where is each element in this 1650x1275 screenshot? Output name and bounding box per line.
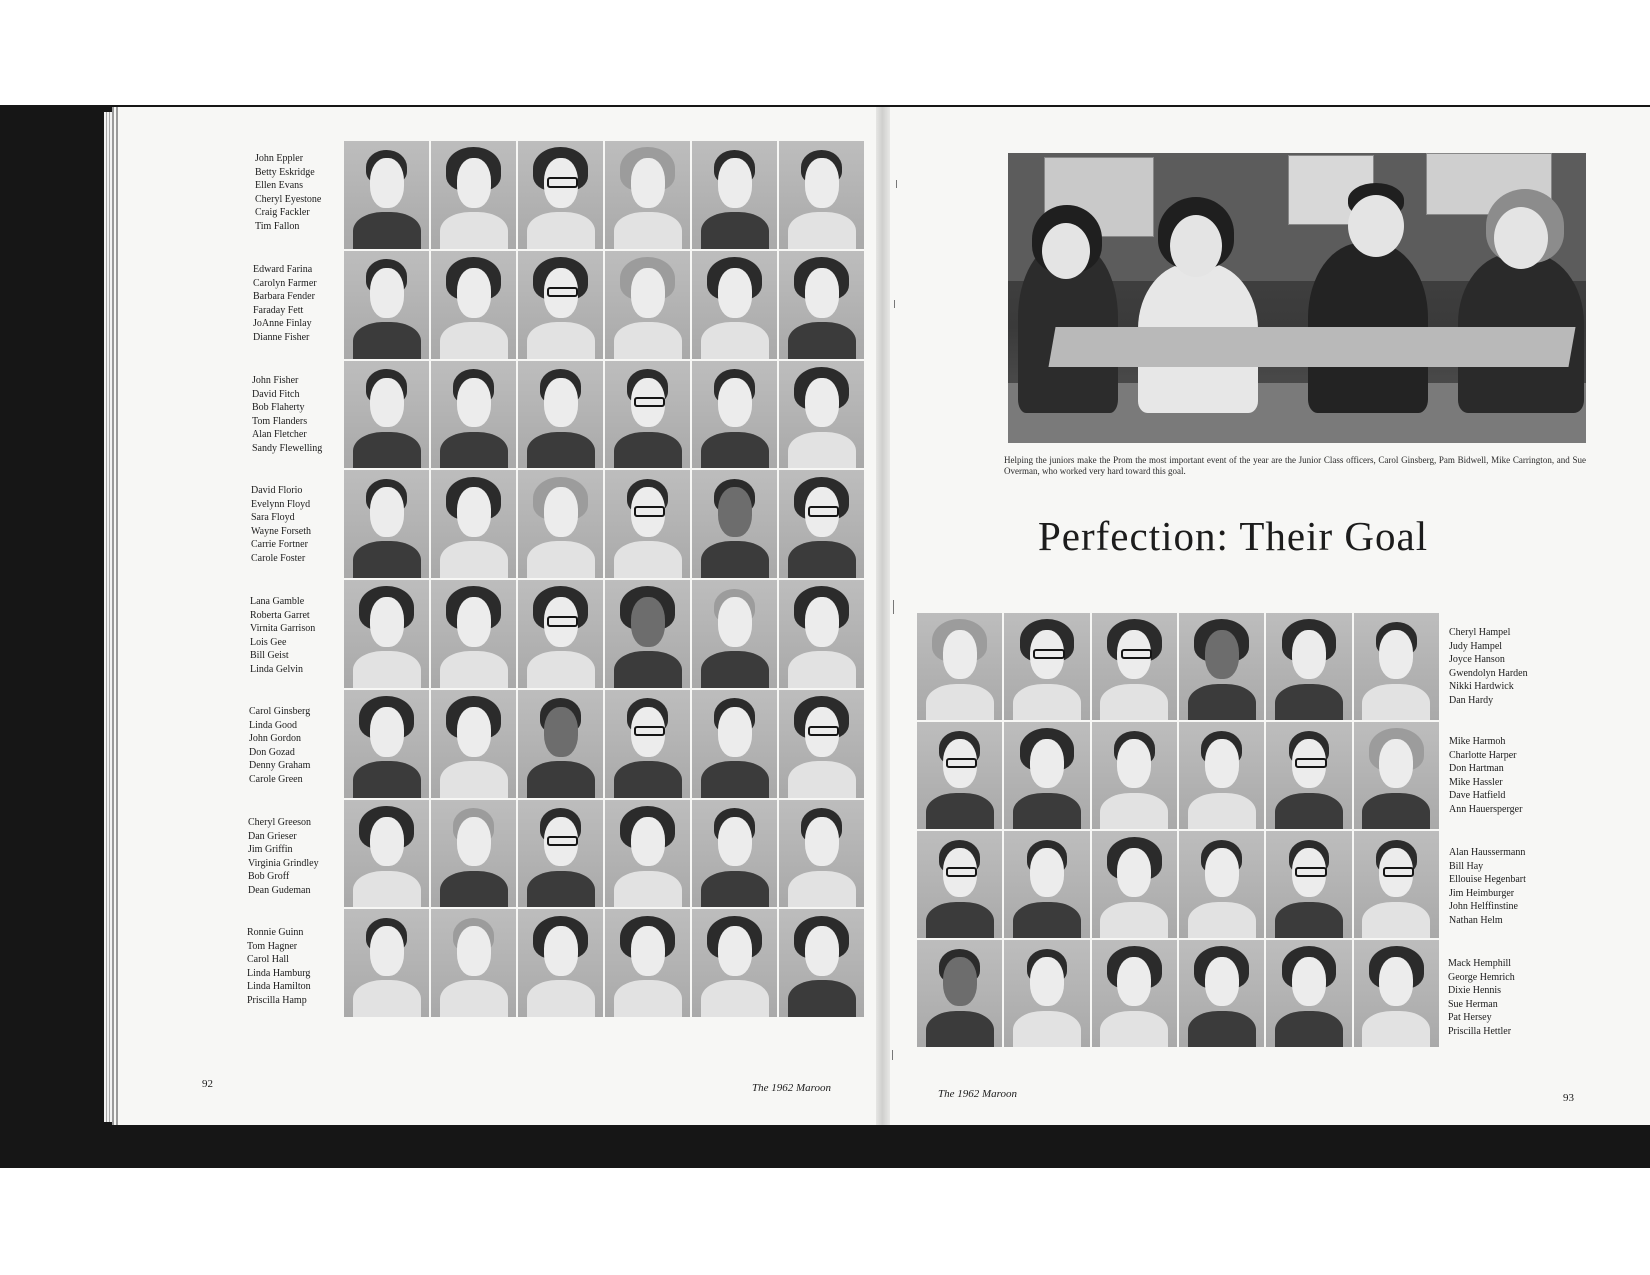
student-name: Bill Geist	[250, 650, 289, 661]
student-name: Nathan Helm	[1449, 914, 1503, 926]
student-portrait	[779, 470, 864, 578]
student-name: JoAnne Finlay	[253, 318, 312, 329]
student-name: Jim Heimburger	[1449, 887, 1515, 899]
student-name: Dan Grieser	[248, 830, 297, 842]
student-name: Tom Hagner	[247, 940, 298, 952]
class-officers-photo	[1008, 153, 1586, 443]
photo-caption: Helping the juniors make the Prom the most important event of the year are the Junior Class officers, Carol Ginsberg, Pam Bidwell, Mike Carrington, and Sue Overman, who worked very hard toward this goal.	[1004, 455, 1586, 476]
right-running-title: The 1962 Maroon	[938, 1088, 1018, 1100]
student-name: Priscilla Hettler	[1448, 1025, 1512, 1037]
student-portrait	[431, 690, 516, 798]
scan-mark	[896, 180, 897, 188]
student-portrait	[779, 909, 864, 1017]
student-portrait	[1092, 940, 1177, 1047]
student-name: Don Gozad	[249, 746, 295, 758]
student-portrait	[779, 141, 864, 249]
student-portrait	[779, 361, 864, 469]
right-page-number: 93	[1563, 1092, 1574, 1104]
student-portrait	[692, 909, 777, 1017]
student-name: Linda Hamilton	[247, 981, 311, 992]
student-portrait	[518, 580, 603, 688]
student-portrait	[1354, 940, 1439, 1047]
left-name-block-7	[248, 816, 319, 897]
scan-mark	[894, 300, 895, 308]
page-headline: Perfection: Their Goal	[1038, 513, 1429, 559]
student-name: Pat Hersey	[1448, 1012, 1492, 1023]
student-portrait	[1092, 613, 1177, 720]
student-portrait	[344, 580, 429, 688]
student-name: Cheryl Eyestone	[255, 193, 322, 205]
student-name: Carole Green	[249, 773, 303, 785]
student-portrait	[344, 361, 429, 469]
student-name: Cheryl Hampel	[1449, 627, 1511, 638]
right-name-block-1	[1449, 626, 1528, 707]
student-name: Alan Fletcher	[252, 429, 307, 440]
left-name-block-4	[251, 484, 311, 565]
student-portrait	[1266, 613, 1351, 720]
student-portrait	[1179, 613, 1264, 720]
scan-mark	[893, 600, 894, 614]
student-portrait	[344, 251, 429, 359]
student-name: Carol Ginsberg	[249, 706, 311, 717]
student-name: Joyce Hanson	[1449, 654, 1505, 665]
scan-mark	[892, 1050, 893, 1060]
student-portrait	[1179, 831, 1264, 938]
student-portrait	[1004, 722, 1089, 829]
left-running-title: The 1962 Maroon	[752, 1082, 832, 1094]
student-portrait	[692, 580, 777, 688]
student-portrait	[605, 141, 690, 249]
student-name: Barbara Fender	[253, 291, 315, 302]
right-name-block-3	[1449, 846, 1526, 927]
student-name: Sara Floyd	[251, 512, 295, 523]
student-name: Cheryl Greeson	[248, 817, 312, 828]
student-name: Roberta Garret	[250, 609, 310, 621]
student-name: Bob Flaherty	[252, 402, 305, 413]
student-portrait	[1004, 613, 1089, 720]
right-name-block-2	[1449, 735, 1522, 816]
student-name: Tom Flanders	[252, 415, 308, 427]
student-name: Mike Harmoh	[1449, 736, 1506, 747]
student-portrait	[779, 800, 864, 908]
student-name: Linda Good	[249, 719, 298, 731]
student-portrait	[605, 251, 690, 359]
student-name: Wayne Forseth	[251, 525, 312, 537]
student-portrait	[692, 361, 777, 469]
student-name: Virnita Garrison	[250, 623, 316, 634]
student-name: Evelynn Floyd	[251, 498, 311, 510]
right-portrait-grid	[917, 613, 1439, 1047]
left-name-block-1	[255, 152, 321, 233]
student-name: Judy Hampel	[1449, 640, 1503, 652]
student-portrait	[605, 361, 690, 469]
student-portrait	[605, 800, 690, 908]
student-portrait	[917, 722, 1002, 829]
student-portrait	[344, 909, 429, 1017]
student-portrait	[692, 251, 777, 359]
student-portrait	[692, 690, 777, 798]
student-name: John Fisher	[252, 375, 299, 386]
student-name: Ellouise Hegenbart	[1449, 874, 1526, 885]
student-portrait	[605, 909, 690, 1017]
student-name: Lana Gamble	[250, 596, 305, 607]
student-name: Ronnie Guinn	[247, 927, 304, 938]
student-name: Mike Hassler	[1449, 776, 1503, 788]
student-portrait	[518, 800, 603, 908]
student-portrait	[431, 470, 516, 578]
student-name: Nikki Hardwick	[1449, 681, 1514, 692]
student-name: Linda Hamburg	[247, 967, 311, 979]
student-portrait	[1004, 940, 1089, 1047]
student-portrait	[1004, 831, 1089, 938]
student-name: Sandy Flewelling	[252, 442, 323, 454]
student-portrait	[518, 251, 603, 359]
student-name: Tim Fallon	[255, 220, 300, 232]
student-portrait	[344, 141, 429, 249]
student-name: Dan Hardy	[1449, 694, 1494, 706]
student-name: David Florio	[251, 485, 303, 496]
left-name-block-8	[247, 926, 311, 1007]
student-portrait	[1266, 940, 1351, 1047]
student-name: Priscilla Hamp	[247, 994, 307, 1006]
student-portrait	[1179, 722, 1264, 829]
student-name: Dianne Fisher	[253, 331, 310, 343]
student-name: John Helffinstine	[1449, 901, 1518, 912]
student-name: Sue Herman	[1448, 998, 1498, 1010]
student-portrait	[692, 470, 777, 578]
student-name: Mack Hemphill	[1448, 958, 1512, 969]
student-portrait	[431, 141, 516, 249]
student-portrait	[518, 470, 603, 578]
student-name: Gwendolyn Harden	[1449, 667, 1528, 679]
student-name: Craig Fackler	[255, 207, 310, 218]
student-portrait	[779, 580, 864, 688]
student-name: Dixie Hennis	[1448, 985, 1502, 996]
student-portrait	[518, 909, 603, 1017]
student-name: Carrie Fortner	[251, 539, 308, 550]
student-portrait	[917, 940, 1002, 1047]
student-name: George Hemrich	[1448, 971, 1515, 983]
student-name: Bill Hay	[1449, 860, 1484, 872]
student-portrait	[1266, 831, 1351, 938]
student-name: Ann Hauersperger	[1449, 803, 1523, 815]
student-portrait	[605, 470, 690, 578]
student-portrait	[1354, 831, 1439, 938]
student-portrait	[692, 141, 777, 249]
student-portrait	[431, 251, 516, 359]
student-portrait	[344, 800, 429, 908]
student-portrait	[431, 909, 516, 1017]
student-name: Ellen Evans	[255, 180, 304, 191]
student-name: Lois Gee	[250, 636, 287, 648]
student-portrait	[917, 613, 1002, 720]
left-name-block-5	[250, 595, 315, 676]
student-name: Dave Hatfield	[1449, 790, 1506, 801]
student-portrait	[1354, 613, 1439, 720]
student-portrait	[431, 800, 516, 908]
student-portrait	[1354, 722, 1439, 829]
left-portrait-grid	[344, 141, 864, 1017]
student-name: Bob Groff	[248, 871, 290, 882]
student-portrait	[431, 580, 516, 688]
student-name: Faraday Fett	[253, 304, 304, 316]
student-name: Carolyn Farmer	[253, 277, 317, 289]
book-gutter	[876, 107, 890, 1125]
student-portrait	[431, 361, 516, 469]
student-name: Edward Farina	[253, 264, 313, 275]
student-name: John Gordon	[249, 733, 301, 744]
student-portrait	[518, 361, 603, 469]
student-portrait	[779, 690, 864, 798]
student-name: Dean Gudeman	[248, 884, 311, 896]
student-name: Denny Graham	[249, 760, 311, 771]
left-name-block-2	[253, 263, 317, 344]
student-portrait	[1092, 722, 1177, 829]
student-name: Jim Griffin	[248, 844, 293, 855]
student-portrait	[518, 690, 603, 798]
student-name: Betty Eskridge	[255, 166, 315, 178]
left-name-block-6	[249, 705, 310, 786]
student-name: David Fitch	[252, 388, 300, 400]
left-name-block-3	[252, 374, 322, 455]
student-portrait	[1092, 831, 1177, 938]
student-name: Alan Haussermann	[1449, 847, 1526, 858]
student-portrait	[779, 251, 864, 359]
student-name: Don Hartman	[1449, 763, 1504, 774]
student-portrait	[344, 690, 429, 798]
student-name: Carole Foster	[251, 552, 306, 564]
student-portrait	[692, 800, 777, 908]
student-portrait	[1266, 722, 1351, 829]
student-portrait	[518, 141, 603, 249]
student-name: Linda Gelvin	[250, 663, 304, 675]
right-name-block-4	[1448, 957, 1515, 1038]
student-name: Charlotte Harper	[1449, 749, 1517, 761]
student-portrait	[1179, 940, 1264, 1047]
student-name: Virginia Grindley	[248, 857, 319, 869]
student-portrait	[605, 580, 690, 688]
student-portrait	[917, 831, 1002, 938]
student-name: John Eppler	[255, 153, 304, 164]
student-name: Carol Hall	[247, 954, 289, 965]
student-portrait	[344, 470, 429, 578]
student-portrait	[605, 690, 690, 798]
left-page-number: 92	[202, 1078, 213, 1090]
